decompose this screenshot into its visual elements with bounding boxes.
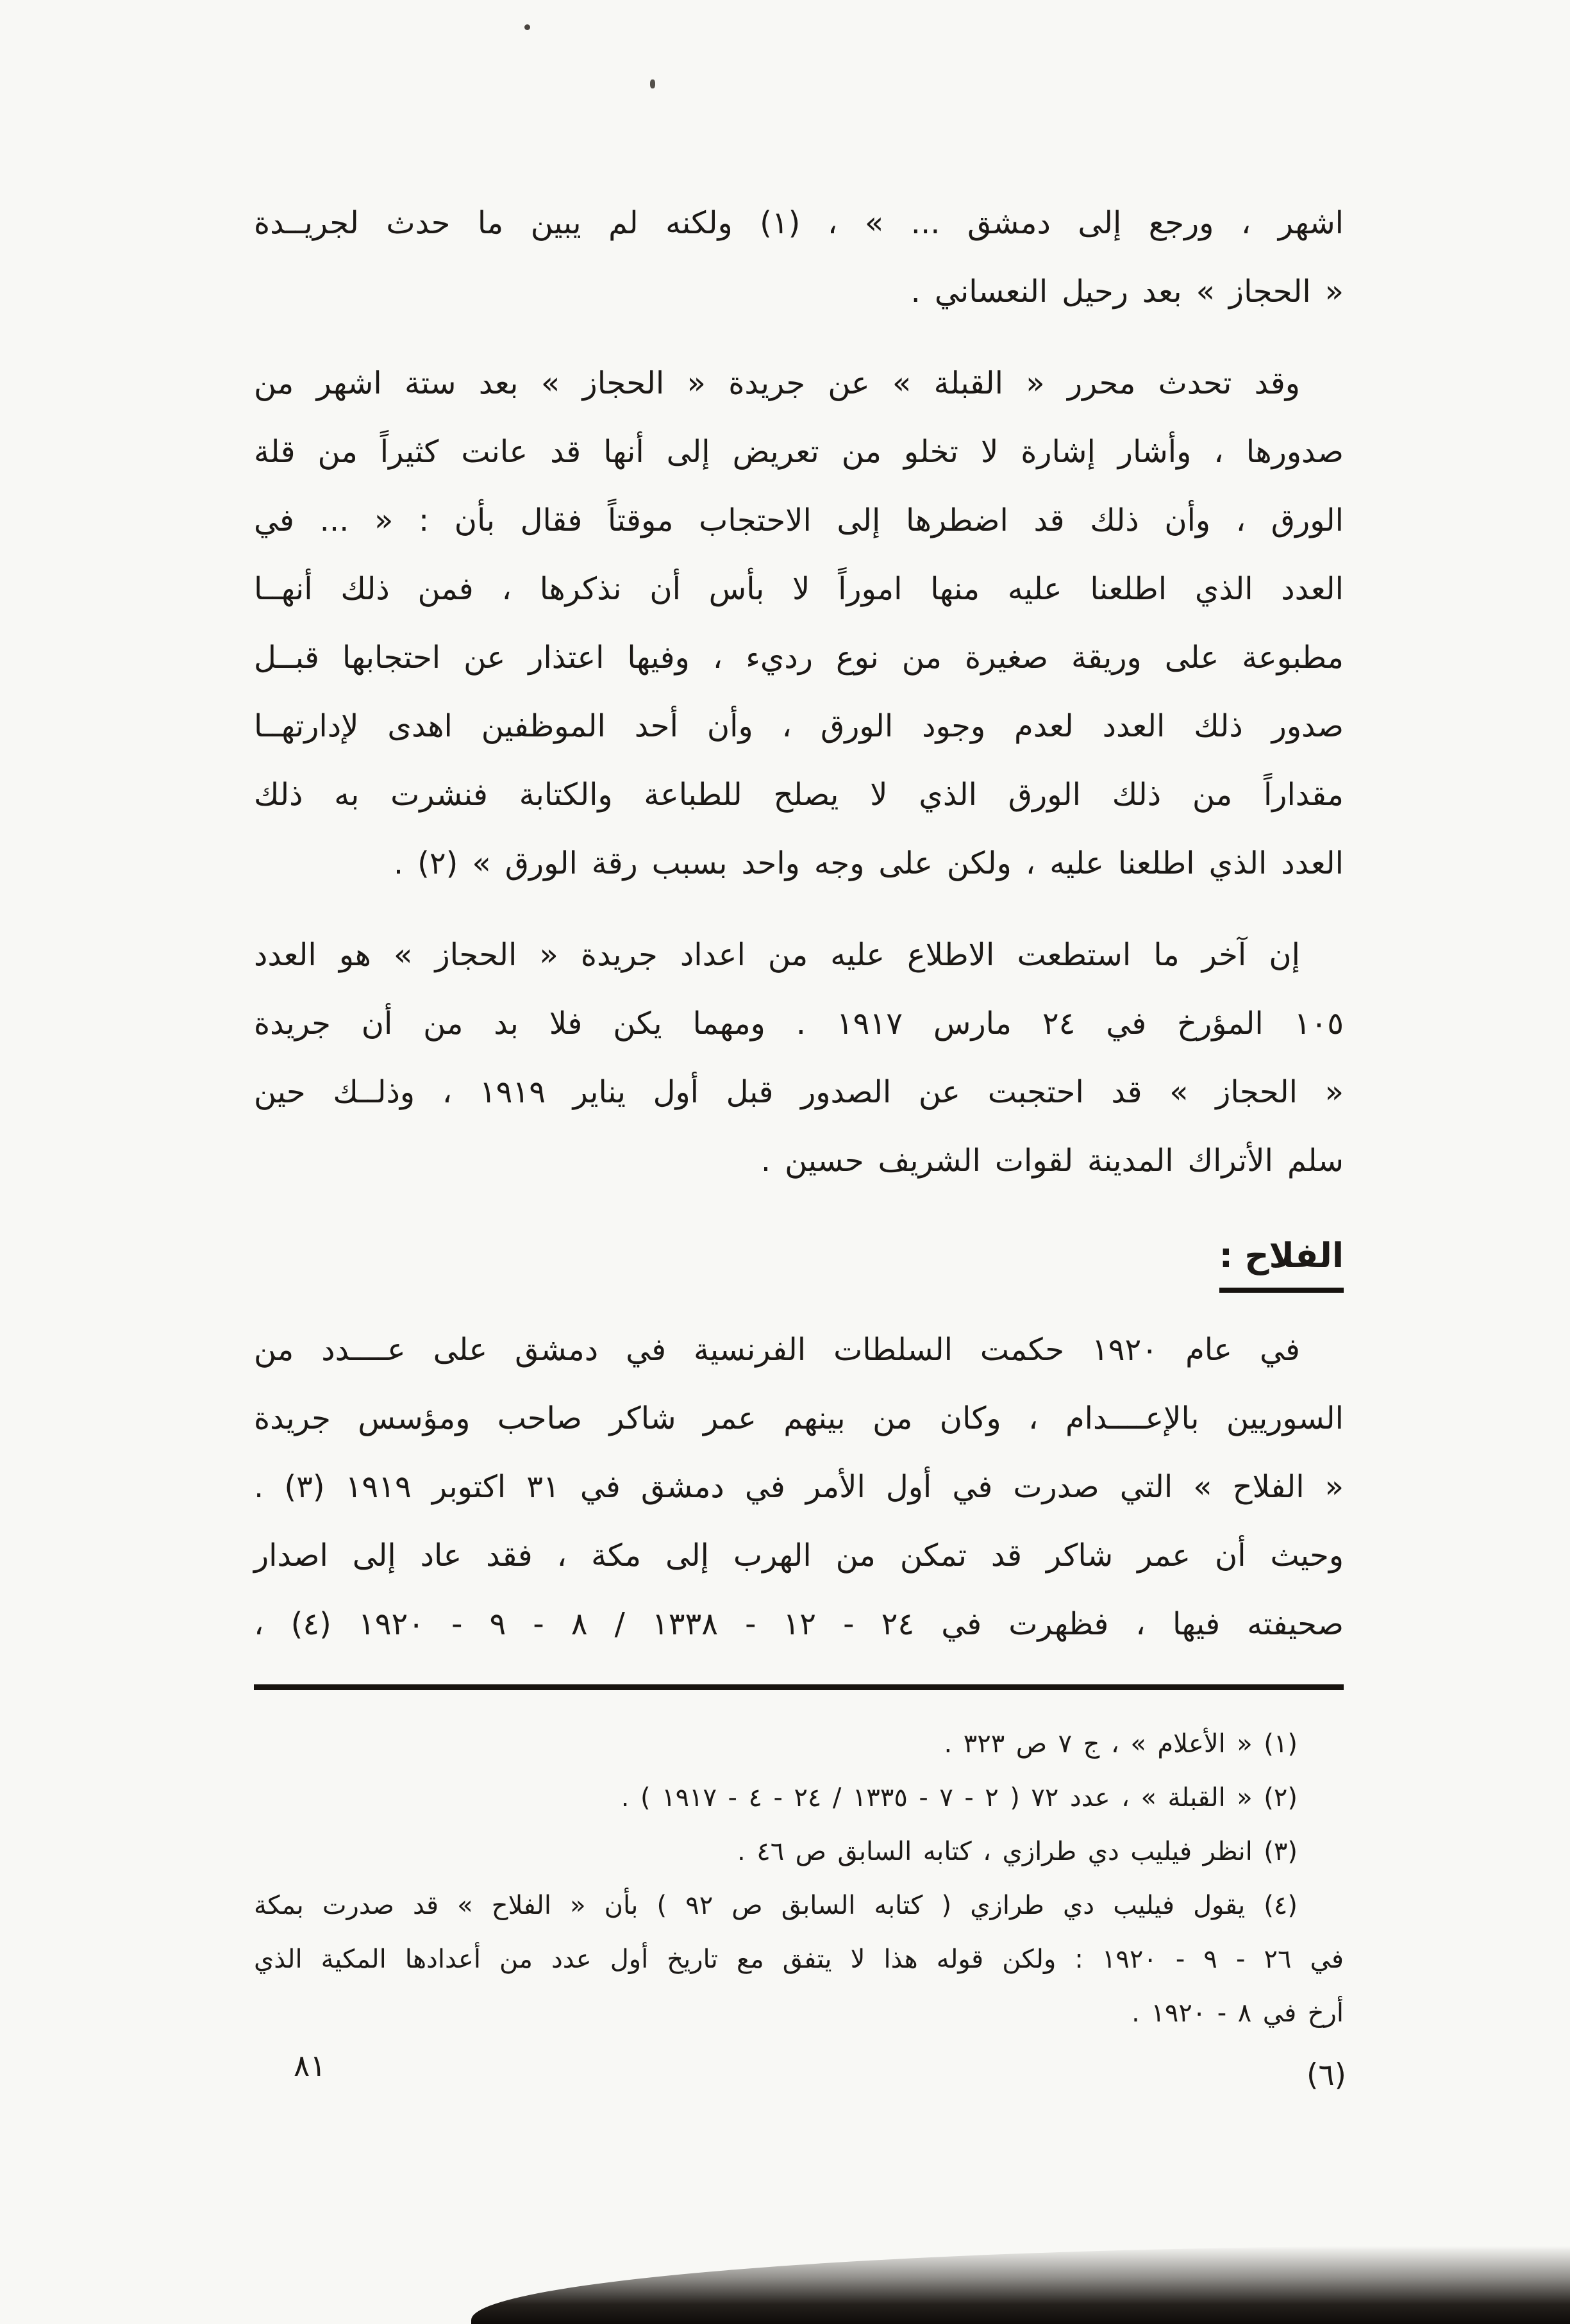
paragraph [254,921,1344,1195]
text-line: مقداراً من ذلك الورق الذي لا يصلح للطباعة والكتابة فنشرت به ذلك [254,777,1344,813]
section-heading [254,1233,1344,1293]
footnote-continuation: في ٢٦ - ٩ - ١٩٢٠ : ولكن قوله هذا لا يتفق مع تاريخ أول عدد من أعدادها المكية الذي [254,1945,1344,1974]
page-number: ٨١ [294,2048,326,2084]
footnotes [254,1717,1344,2040]
footnote: (١) « الأعلام » ، ج ٧ ص ٣٢٣ . [944,1729,1298,1759]
text-line: ١٠٥ المؤرخ في ٢٤ مارس ١٩١٧ . ومهما يكن فلا بد من أن جريدة [254,1006,1344,1042]
ink-speck [524,24,530,30]
footnote-separator [254,1684,1344,1690]
footnote: (٤) يقول فيليب دي طرازي ( كتابه السابق ص ٩٢ ) بأن « الفلاح » قد صدرت بمكة [254,1891,1298,1920]
text-line: مطبوعة على وريقة صغيرة من نوع رديء ، وفيها اعتذار عن احتجابها قبــل [254,640,1344,676]
text-line: في عام ١٩٢٠ حكمت السلطات الفرنسية في دمشق على عــــدد من [254,1332,1300,1368]
text-line: العدد الذي اطلعنا عليه منها اموراً لا بأس أن نذكرها ، فمن ذلك أنهــا [254,571,1344,607]
text-line: سلم الأتراك المدينة لقوات الشريف حسين . [760,1143,1344,1179]
footnote-continuation: أرخ في ٨ - ١٩٢٠ . [1132,1998,1344,2028]
text-line: السوريين بالإعــــدام ، وكان من بينهم عمر شاكر صاحب ومؤسس جريدة [254,1400,1344,1436]
text-line: « الحجاز » بعد رحيل النعساني . [910,274,1344,310]
text-line: الورق ، وأن ذلك قد اضطرها إلى الاحتجاب موقتاً فقال بأن : « ... في [254,502,1344,538]
text-line: وقد تحدث محرر « القبلة » عن جريدة « الحجاز » بعد ستة اشهر من [254,365,1300,401]
page-content [254,189,1344,2040]
text-line: صحيفته فيها ، فظهرت في ٢٤ - ١٢ - ١٣٣٨ / ٨ - ٩ - ١٩٢٠ (٤) ، [254,1606,1344,1642]
ink-speck [650,79,655,88]
footnote: (٢) « القبلة » ، عدد ٧٢ ( ٢ - ٧ - ١٣٣٥ / ٢٤ - ٤ - ١٩١٧ ) . [621,1783,1298,1813]
paragraph [254,349,1344,898]
text-line: صدور ذلك العدد لعدم وجود الورق ، وأن أحد الموظفين اهدى لإدارتهــا [254,708,1344,744]
text-line: وحيث أن عمر شاكر قد تمكن من الهرب إلى مكة ، فقد عاد إلى اصدار [254,1538,1344,1573]
text-line: إن آخر ما استطعت الاطلاع عليه من اعداد جريدة « الحجاز » هو العدد [254,937,1300,973]
signature-number: (٦) [1307,2057,1346,2093]
text-line: اشهر ، ورجع إلى دمشق ... » ، (١) ولكنه لم يبين ما حدث لجريــدة [254,205,1344,241]
footnote: (٣) انظر فيليب دي طرازي ، كتابه السابق ص ٤٦ . [737,1837,1298,1866]
text-line: العدد الذي اطلعنا عليه ، ولكن على وجه واحد بسبب رقة الورق » (٢) . [393,845,1344,881]
paragraph-continuation [254,189,1344,326]
section-heading-label: الفلاح : [1219,1233,1344,1293]
text-line: « الفلاح » التي صدرت في أول الأمر في دمشق في ٣١ اكتوبر ١٩١٩ (٣) . [254,1469,1344,1505]
text-line: « الحجاز » قد احتجبت عن الصدور قبل أول يناير ١٩١٩ ، وذلــك حين [254,1074,1344,1110]
paragraph [254,1316,1344,1659]
text-line: صدورها ، وأشار إشارة لا تخلو من تعريض إلى أنها قد عانت كثيراً من قلة [254,434,1344,470]
scan-shadow [471,2246,1570,2324]
